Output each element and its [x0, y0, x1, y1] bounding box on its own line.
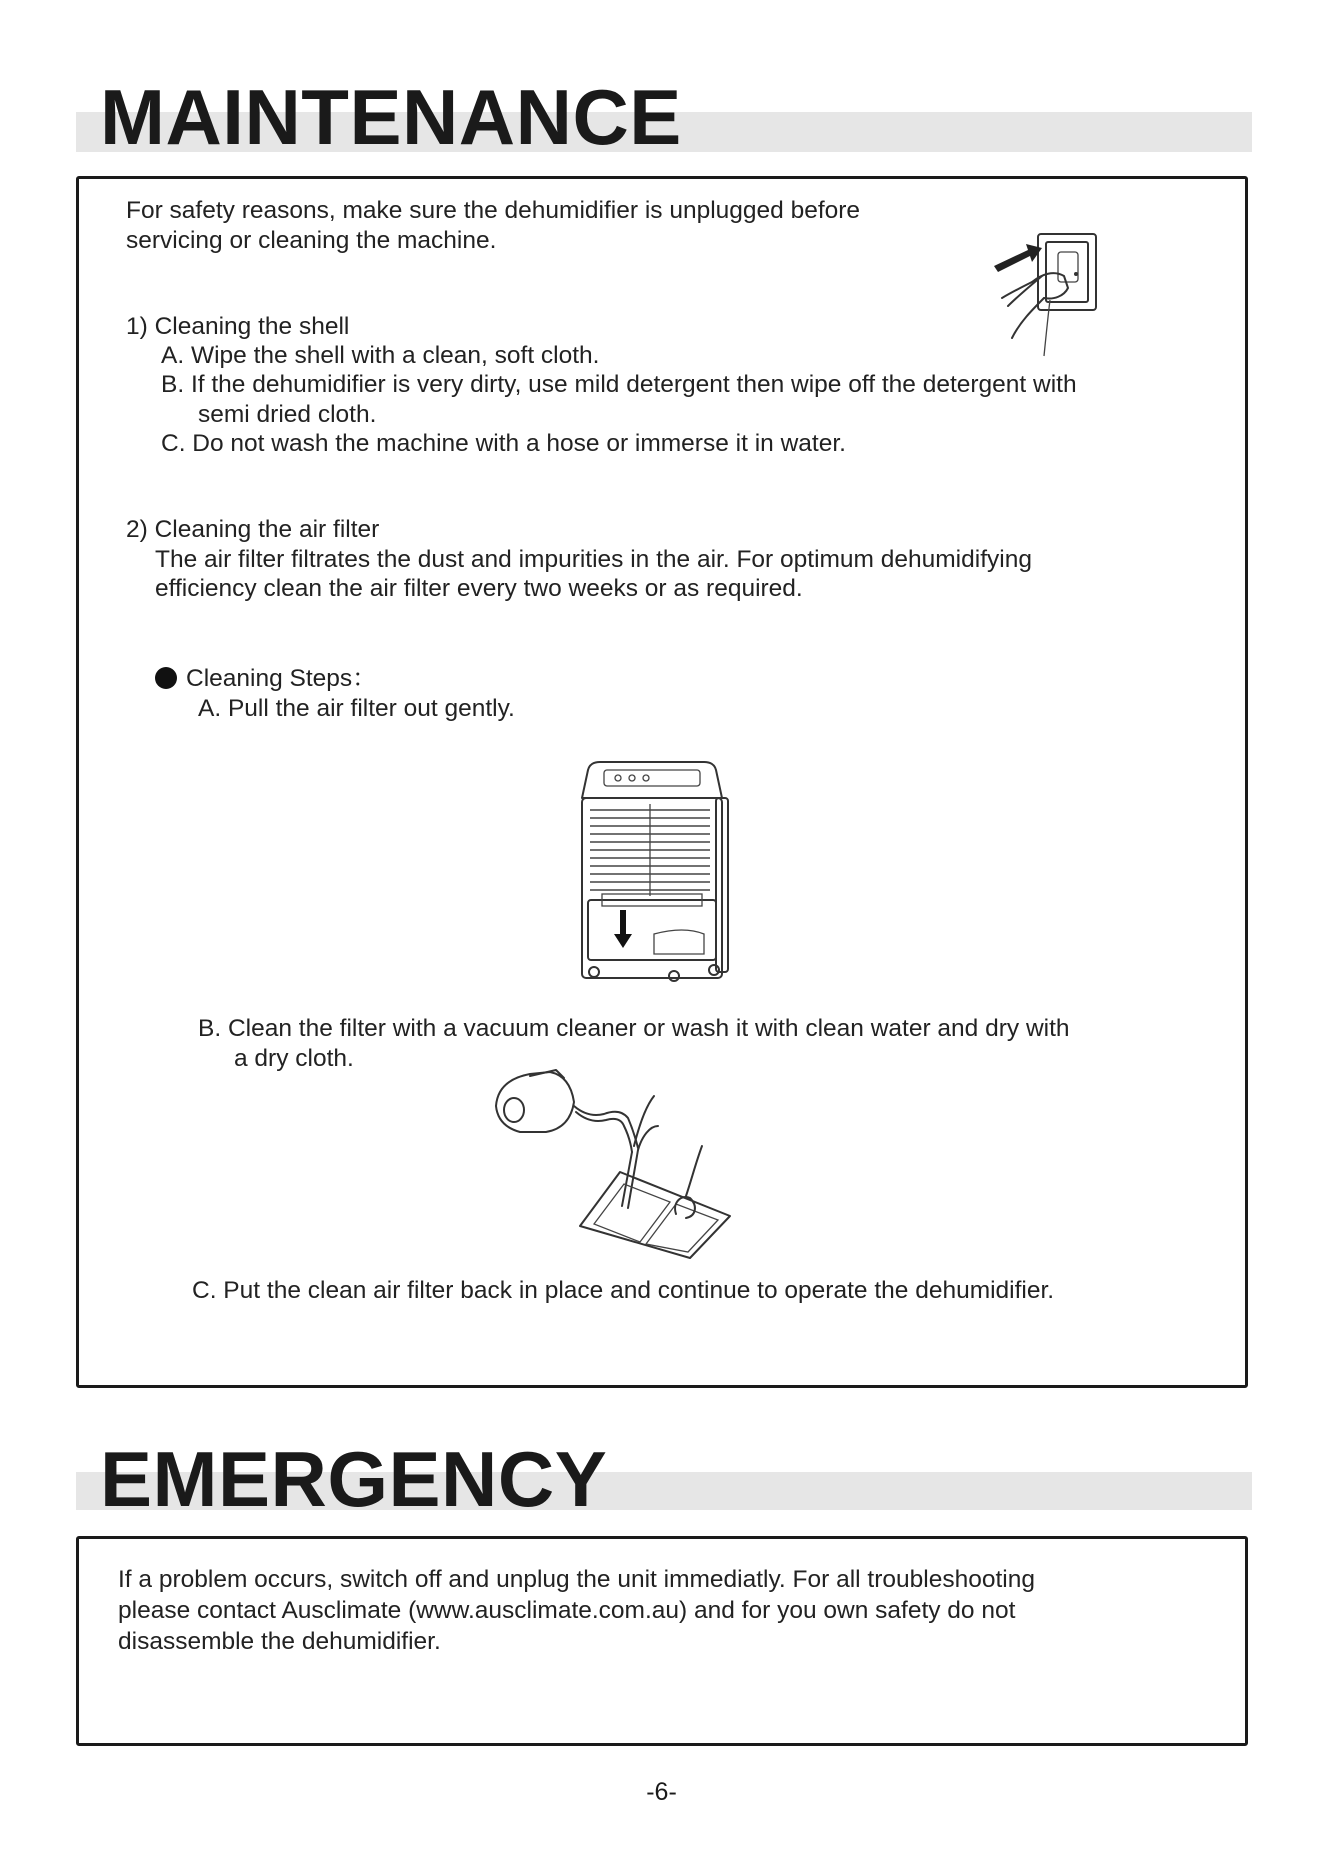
dehumidifier-filter-illustration-icon [574, 758, 730, 984]
filter-heading: 2) Cleaning the air filter [126, 516, 380, 543]
safety-line-2: servicing or cleaning the machine. [126, 227, 497, 254]
bullet-icon [155, 667, 177, 689]
filter-step-a: A. Pull the air filter out gently. [198, 695, 515, 722]
shell-step-c: C. Do not wash the machine with a hose or immerse it in water. [161, 430, 846, 457]
filter-step-c: C. Put the clean air filter back in place and continue to operate the dehumidifier. [192, 1277, 1055, 1304]
filter-desc-line-2: efficiency clean the air filter every two weeks or as required. [155, 575, 803, 602]
vacuum-filter-illustration-icon [490, 1066, 740, 1260]
emergency-line-2: please contact Ausclimate (www.ausclimate.com.au) and for you own safety do not [118, 1597, 1016, 1624]
shell-step-a: A. Wipe the shell with a clean, soft cloth. [161, 342, 600, 369]
shell-step-b-line-2: semi dried cloth. [198, 401, 377, 428]
emergency-title: EMERGENCY [100, 1435, 608, 1523]
filter-step-b-line-1: B. Clean the filter with a vacuum cleaner or wash it with clean water and dry with [198, 1015, 1070, 1042]
filter-desc-line-1: The air filter filtrates the dust and impurities in the air. For optimum dehumidifying [155, 546, 1032, 573]
shell-heading: 1) Cleaning the shell [126, 313, 350, 340]
cleaning-steps-text: Cleaning Steps： [186, 665, 377, 692]
shell-step-b-line-1: B. If the dehumidifier is very dirty, use mild detergent then wipe off the detergent with [161, 371, 1077, 398]
emergency-line-1: If a problem occurs, switch off and unplug the unit immediatly. For all troubleshooting [118, 1566, 1035, 1593]
cleaning-steps-label [155, 664, 377, 694]
maintenance-title: MAINTENANCE [100, 73, 682, 161]
filter-step-b-line-2: a dry cloth. [234, 1045, 354, 1072]
safety-line-1: For safety reasons, make sure the dehumidifier is unplugged before [126, 197, 861, 224]
emergency-line-3: disassemble the dehumidifier. [118, 1628, 441, 1655]
page-number: -6- [646, 1778, 677, 1806]
unplug-illustration-icon [972, 226, 1132, 362]
